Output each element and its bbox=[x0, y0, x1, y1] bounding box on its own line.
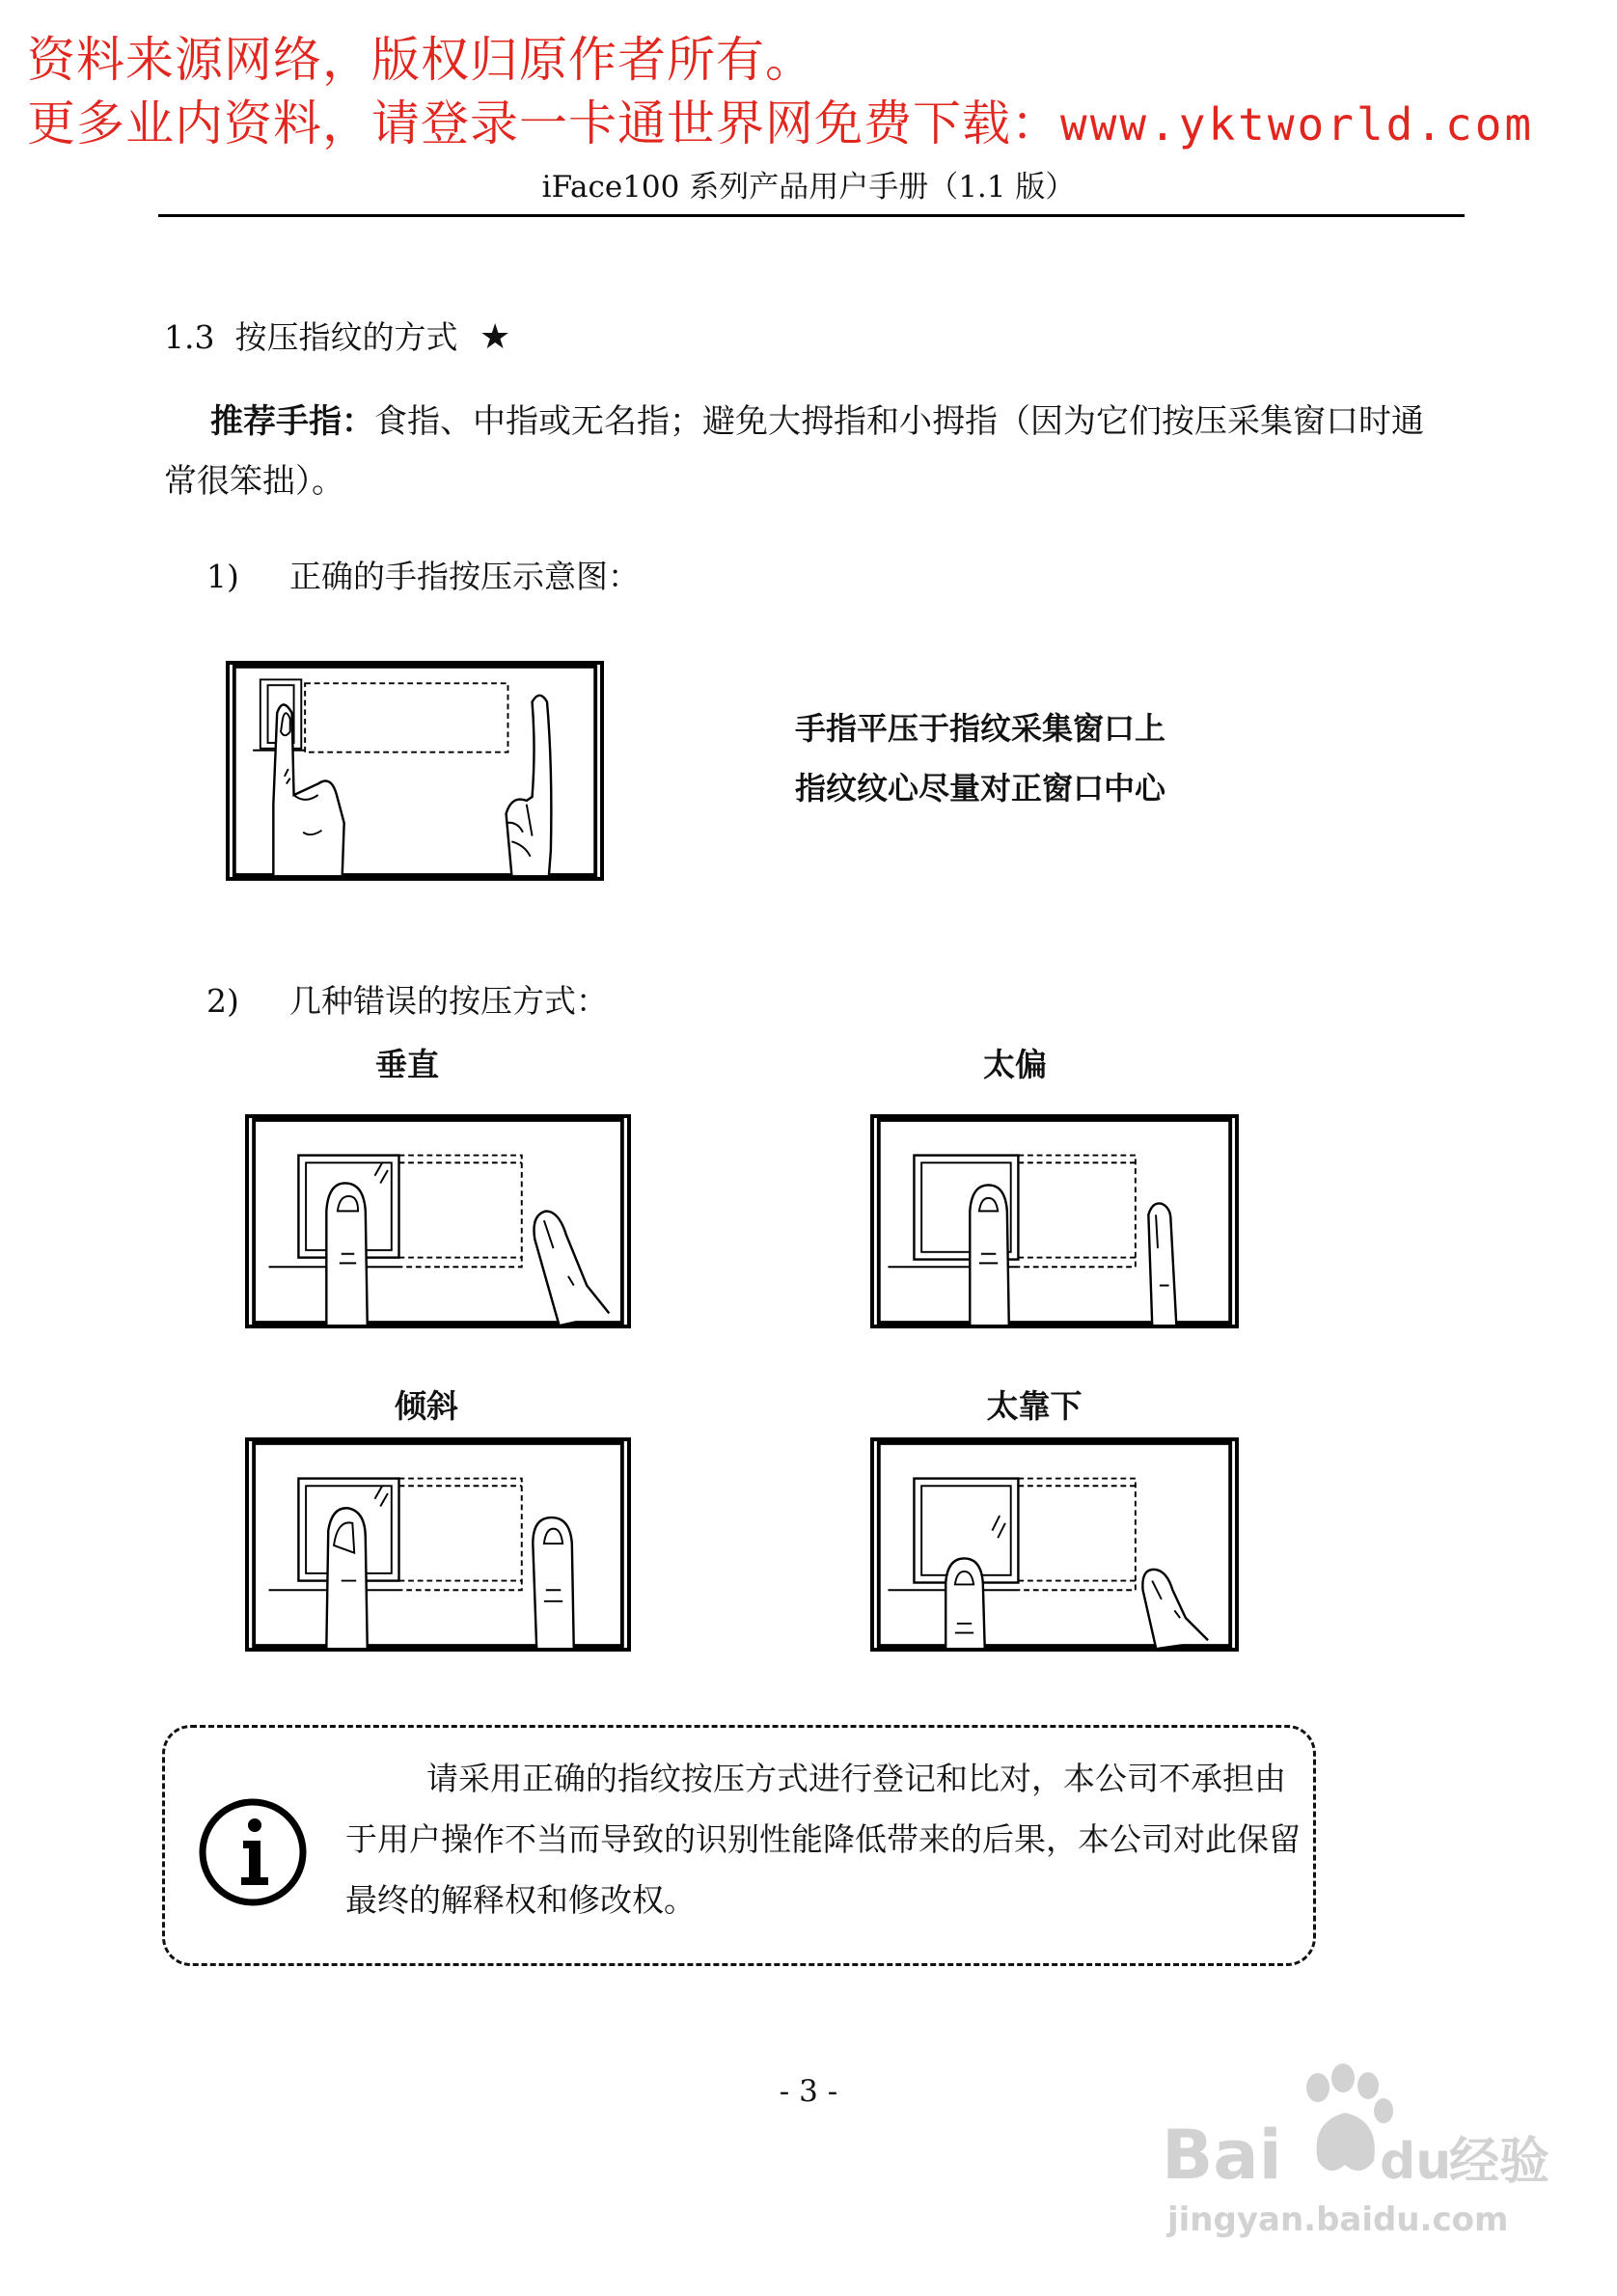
list-item-correct bbox=[206, 552, 640, 597]
download-notice-banner bbox=[27, 85, 1534, 154]
header-divider bbox=[158, 214, 1465, 217]
download-url-link[interactable]: www.yktworld.com bbox=[1060, 98, 1535, 150]
download-notice-text: 更多业内资料，请登录一卡通世界网免费下载： bbox=[27, 96, 1060, 151]
label-too-low: 太靠下 bbox=[986, 1387, 1083, 1425]
source-notice-banner: 资料来源网络，版权归原作者所有。 bbox=[27, 32, 814, 88]
too-low-press-figure bbox=[870, 1437, 1239, 1652]
label-vertical: 垂直 bbox=[375, 1046, 439, 1083]
baidu-jingyan-watermark bbox=[1148, 2055, 1553, 2248]
watermark-product: 经验 bbox=[1449, 2133, 1550, 2191]
offset-press-figure bbox=[870, 1114, 1239, 1328]
label-offset: 太偏 bbox=[983, 1046, 1047, 1083]
page-header-title: iFace100 系列产品用户手册（1.1 版） bbox=[541, 170, 1076, 205]
vertical-press-figure bbox=[245, 1114, 631, 1328]
info-icon bbox=[197, 1796, 309, 1908]
section-title bbox=[164, 313, 510, 358]
recommend-text: 食指、中指或无名指；避免大拇指和小拇指（因为它们按压采集窗口时通常很笨拙）。 bbox=[164, 402, 1424, 501]
notice-text bbox=[345, 1748, 1301, 1930]
correct-caption-line1: 手指平压于指纹采集窗口上 bbox=[795, 710, 1166, 747]
notice-text-content: 请采用正确的指纹按压方式进行登记和比对，本公司不承担由于用户操作不当而导致的识别性能降低带来的后果，本公司对此保留最终的解释权和修改权。 bbox=[345, 1760, 1301, 1919]
label-tilted: 倾斜 bbox=[395, 1387, 458, 1425]
list-item-text: 几种错误的按压方式： bbox=[289, 982, 608, 1020]
star-icon: ★ bbox=[479, 317, 511, 357]
list-item-number: 2) bbox=[206, 982, 239, 1020]
list-item-text: 正确的手指按压示意图： bbox=[289, 558, 640, 595]
list-item-number: 1) bbox=[206, 558, 239, 595]
section-number: 1.3 bbox=[164, 318, 215, 356]
section-title-text: 按压指纹的方式 bbox=[234, 318, 458, 356]
tilted-press-figure bbox=[245, 1437, 631, 1652]
list-item-wrong bbox=[206, 976, 608, 1022]
recommend-paragraph bbox=[164, 392, 1438, 511]
watermark-brand2: du bbox=[1380, 2133, 1452, 2191]
recommend-label: 推荐手指： bbox=[210, 402, 374, 441]
correct-caption-line2: 指纹纹心尽量对正窗口中心 bbox=[795, 770, 1166, 806]
watermark-url: jingyan.baidu.com bbox=[1167, 2200, 1509, 2239]
watermark-brand: Bai bbox=[1162, 2116, 1282, 2195]
page-number: - 3 - bbox=[779, 2074, 838, 2109]
correct-press-figure bbox=[226, 661, 604, 881]
